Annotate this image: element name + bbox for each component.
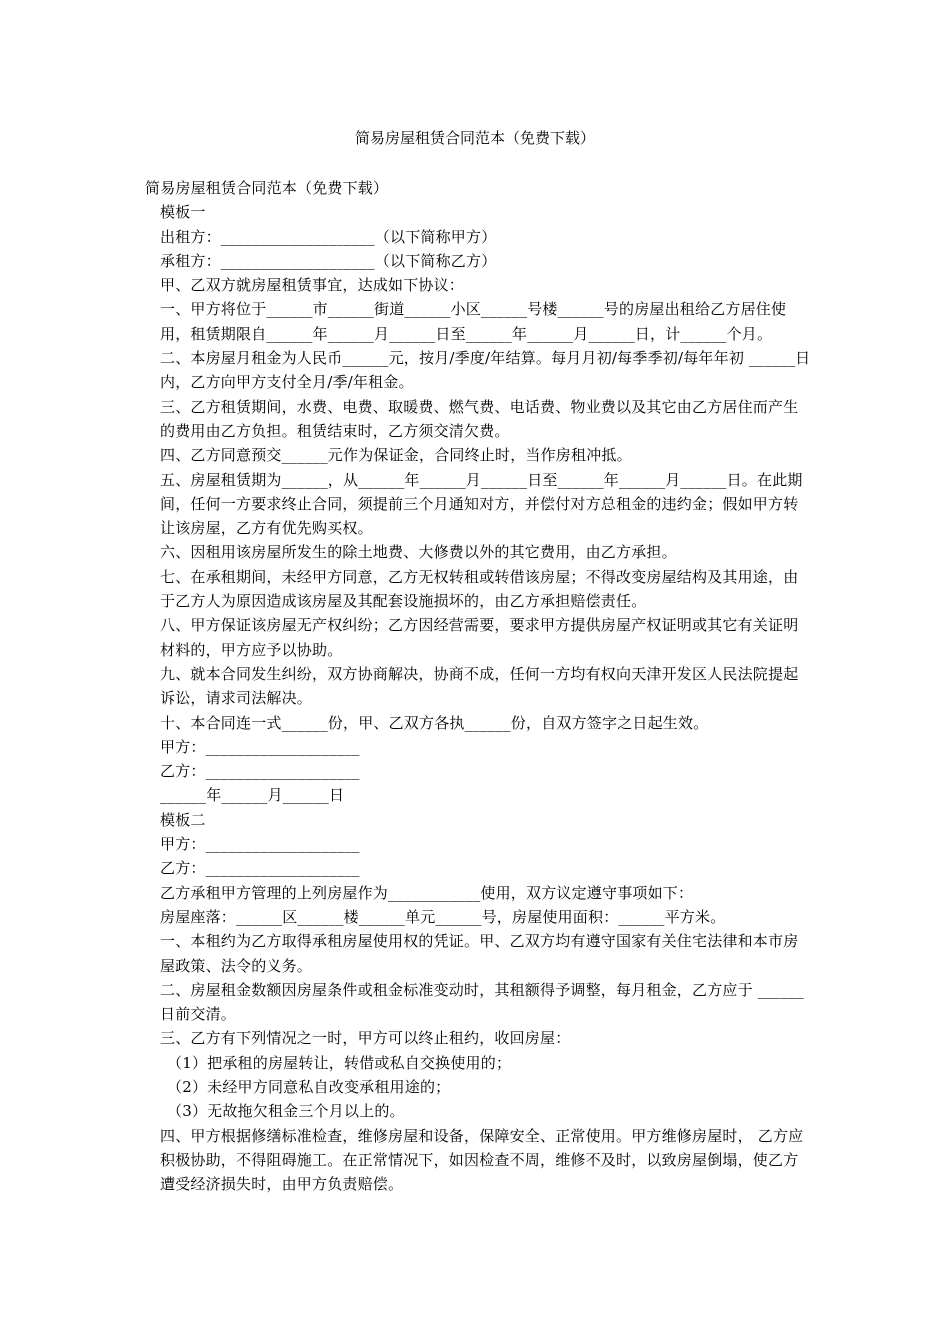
template-one-label: 模板一 (160, 203, 206, 222)
clause-9: 九、就本合同发生纠纷，双方协商解决，协商不成，任何一方均有权向天津开发区人民法院提起诉讼，请求司法解决。 (160, 664, 799, 708)
clause-4: 四、乙方同意预交______元作为保证金，合同终止时，当作房租冲抵。 (160, 446, 632, 465)
clause-8: 八、甲方保证该房屋无产权纠纷；乙方因经营需要，要求甲方提供房屋产权证明或其它有关证明材料的，甲方应予以协助。 (160, 616, 799, 659)
template-two-label: 模板二 (160, 810, 206, 829)
t2-clause-3-item-1: （1）把承租的房屋转让，转借或私自交换使用的； (167, 1053, 512, 1072)
intro-paragraph: 甲、乙双方就房屋租赁事宜，达成如下协议： (160, 276, 465, 295)
clause-7: 七、在承租期间，未经甲方同意，乙方无权转租或转借该房屋；不得改变房屋结构及其用途，由于乙方人为原因造成该房屋及其配套设施损坏的，由乙方承担赔偿责任。 (160, 567, 799, 611)
lessee-field: 承租方：____________________（以下简称乙方） (160, 251, 497, 270)
t2-clause-3: 三、乙方有下列情况之一时，甲方可以终止租约，收回房屋： (160, 1029, 571, 1048)
document-body (145, 176, 813, 1196)
party-b-field: 乙方：____________________ (160, 859, 360, 878)
t2-clause-2: 二、房屋租金数额因房屋条件或租金标准变动时，其租额得予调整，每月租金，乙方应于 ______日前交清。 (160, 980, 804, 1024)
date-line: ______年______月______日 (160, 786, 345, 805)
lessor-field: 出租方：____________________（以下简称甲方） (160, 227, 497, 246)
location-paragraph: 房屋座落：______区______楼______单元______号，房屋使用面积：______平方米。 (160, 907, 726, 926)
clause-2: 二、本房屋月租金为人民币______元，按月/季度/年结算。每月月初/每季季初/每年年初 ______日内，乙方向甲方支付全月/季/年租金。 (160, 349, 811, 392)
party-a-signature: 甲方：____________________ (160, 737, 360, 756)
clause-3: 三、乙方租赁期间，水费、电费、取暖费、燃气费、电话费、物业费以及其它由乙方居住而产生的费用由乙方负担。租赁结束时，乙方须交清欠费。 (160, 397, 799, 440)
t2-clause-4: 四、甲方根据修缮标准检查，维修房屋和设备，保障安全、正常使用。甲方维修房屋时， 乙方应积极协助，不得阻碍施工。在正常情况下，如因检查不周，维修不及时，以致房屋倒塌，使乙方遭受经济损失时，由甲方负责赔偿。 (160, 1126, 804, 1194)
usage-paragraph: 乙方承租甲方管理的上列房屋作为____________使用，双方议定遵守事项如下： (160, 883, 694, 902)
clause-10: 十、本合同连一式______份，甲、乙双方各执______份，自双方签字之日起生效。 (160, 713, 709, 732)
clause-1: 一、甲方将位于______市______街道______小区______号楼______号的房屋出租给乙方居住使用，租赁期限自______年______月______日至______年______月______日，计______个月。 (160, 300, 787, 343)
clause-6: 六、因租用该房屋所发生的除土地费、大修费以外的其它费用，由乙方承担。 (160, 543, 677, 562)
clause-5: 五、房屋租赁期为______，从______年______月______日至______年______月______日。在此期间，任何一方要求终止合同，须提前三个月通知对方，并偿付对方总租金的违约金；假如甲方转让该房屋，乙方有优先购买权。 (160, 470, 803, 538)
party-a-field: 甲方：____________________ (160, 835, 360, 854)
t2-clause-3-item-3: （3）无故拖欠租金三个月以上的。 (167, 1102, 405, 1121)
heading-line: 简易房屋租赁合同范本（免费下载） (145, 179, 389, 197)
document-title: 简易房屋租赁合同范本（免费下载） (354, 129, 595, 147)
t2-clause-1: 一、本租约为乙方取得承租房屋使用权的凭证。甲、乙双方均有遵守国家有关住宅法律和本市房屋政策、法令的义务。 (160, 932, 799, 975)
party-b-signature: 乙方：____________________ (160, 762, 360, 781)
t2-clause-3-item-2: （2）未经甲方同意私自改变承租用途的； (167, 1077, 451, 1096)
